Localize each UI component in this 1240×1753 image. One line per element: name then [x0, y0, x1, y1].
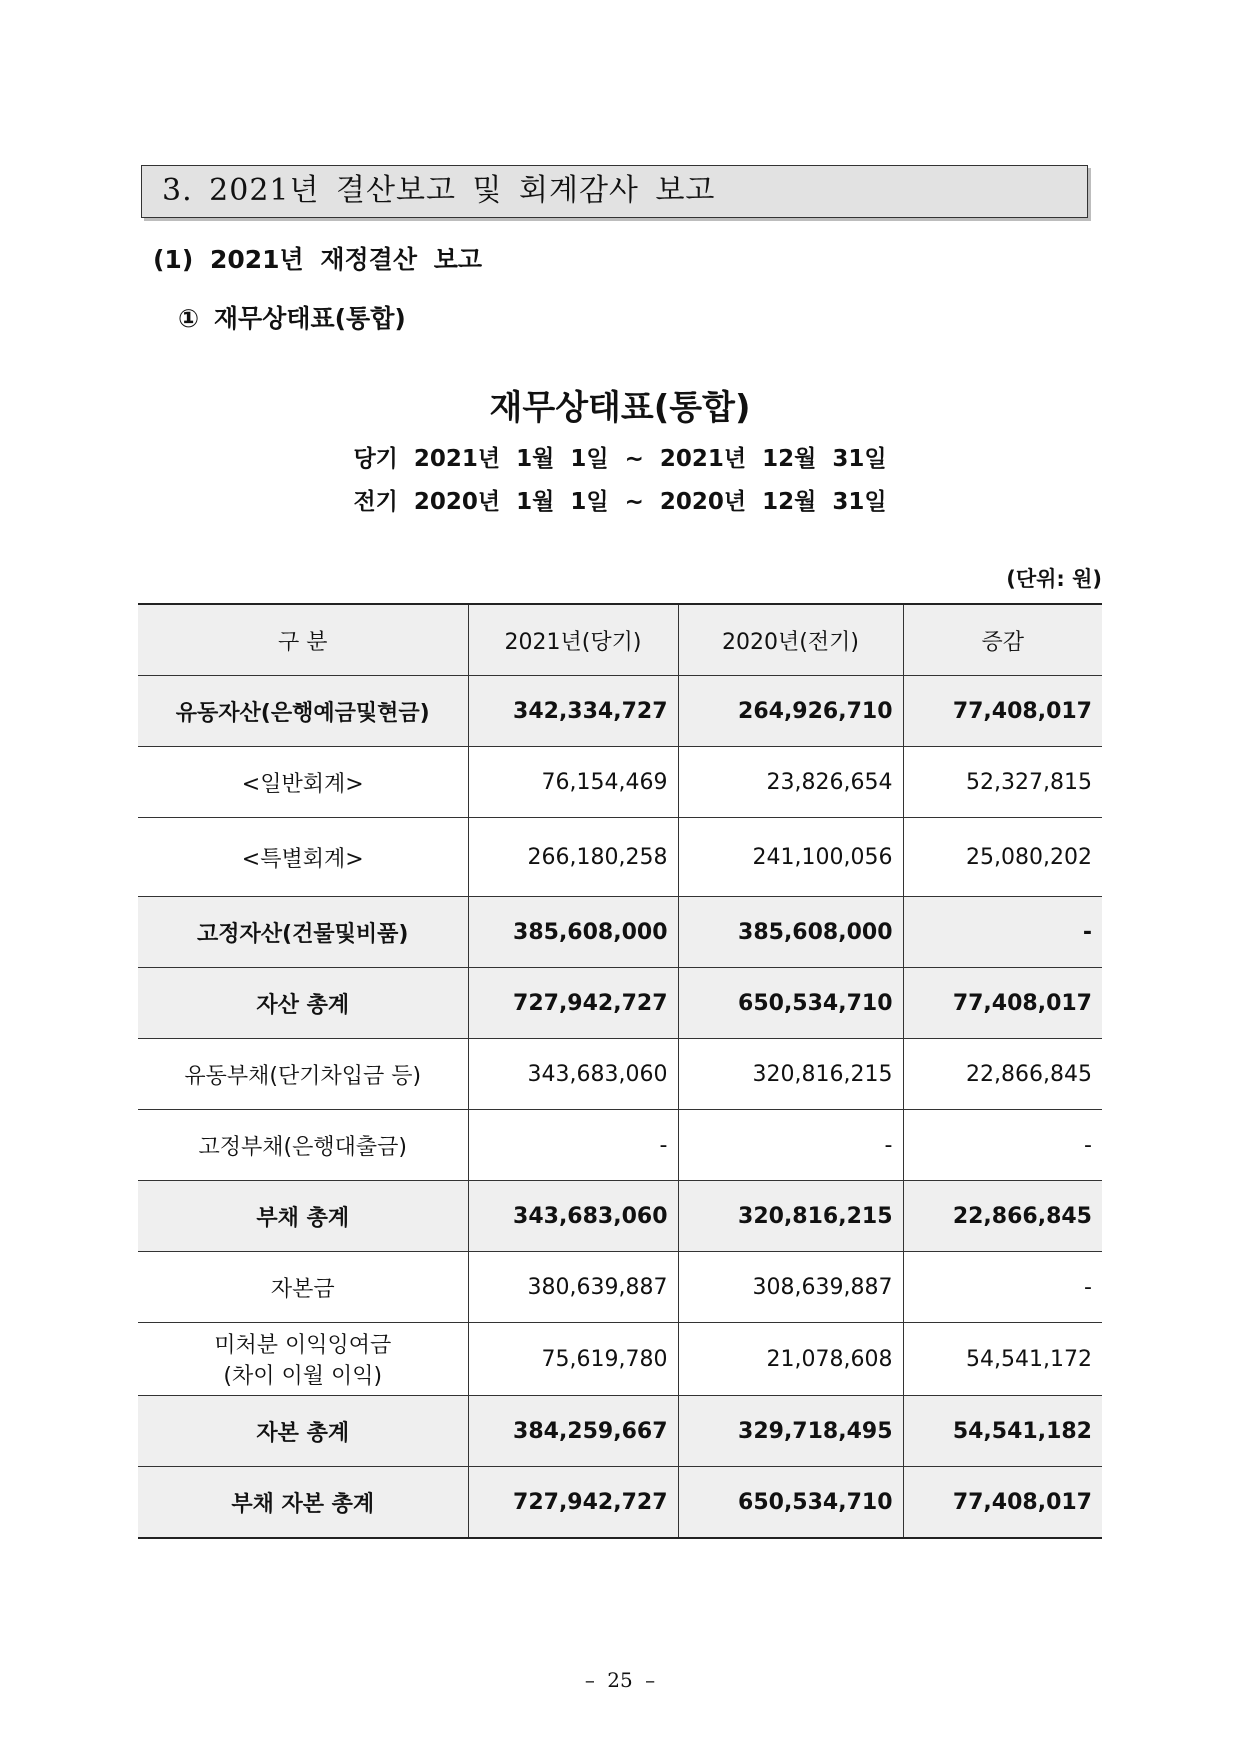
table-row [138, 1110, 1102, 1181]
table-row [138, 747, 1102, 818]
change-value: 54,541,182 [903, 1396, 1102, 1467]
previous-value: 320,816,215 [678, 1181, 903, 1252]
table-row [138, 897, 1102, 968]
section-title: 3. 2021년 결산보고 및 회계감사 보고 [162, 173, 716, 208]
current-value: 727,942,727 [468, 1467, 678, 1539]
section-heading [141, 165, 1088, 218]
row-label: 자본금 [138, 1252, 468, 1323]
row-label: 고정자산(건물및비품) [138, 897, 468, 968]
table-row [138, 676, 1102, 747]
previous-value: 320,816,215 [678, 1039, 903, 1110]
row-label: 유동부채(단기차입금 등) [138, 1039, 468, 1110]
balance-sheet-table [138, 603, 1102, 1539]
current-value: 75,619,780 [468, 1323, 678, 1396]
table-row [138, 968, 1102, 1039]
current-value: 380,639,887 [468, 1252, 678, 1323]
current-value: 385,608,000 [468, 897, 678, 968]
current-value: 343,683,060 [468, 1039, 678, 1110]
previous-value: 23,826,654 [678, 747, 903, 818]
unit-label: (단위: 원) [1006, 567, 1102, 591]
row-label: 부채 자본 총계 [138, 1467, 468, 1539]
current-value: 384,259,667 [468, 1396, 678, 1467]
row-label: <일반회계> [138, 747, 468, 818]
previous-value: - [678, 1110, 903, 1181]
previous-value: 264,926,710 [678, 676, 903, 747]
change-value: - [903, 897, 1102, 968]
change-value: 54,541,172 [903, 1323, 1102, 1396]
row-label: 고정부채(은행대출금) [138, 1110, 468, 1181]
header-category: 구 분 [138, 604, 468, 676]
header-change: 증감 [903, 604, 1102, 676]
change-value: 77,408,017 [903, 1467, 1102, 1539]
item-title: ① 재무상태표(통합) [178, 304, 406, 333]
current-value: 727,942,727 [468, 968, 678, 1039]
row-label [138, 1323, 468, 1396]
change-value: - [903, 1110, 1102, 1181]
row-label: 부채 총계 [138, 1181, 468, 1252]
current-value: 343,683,060 [468, 1181, 678, 1252]
previous-value: 21,078,608 [678, 1323, 903, 1396]
change-value: 77,408,017 [903, 968, 1102, 1039]
current-value: 76,154,469 [468, 747, 678, 818]
previous-value: 650,534,710 [678, 968, 903, 1039]
previous-value: 241,100,056 [678, 818, 903, 897]
current-value: 342,334,727 [468, 676, 678, 747]
table-row [138, 1467, 1102, 1539]
current-value: - [468, 1110, 678, 1181]
page-number: – 25 – [584, 1668, 656, 1692]
table-row [138, 1396, 1102, 1467]
row-label: <특별회계> [138, 818, 468, 897]
header-current-year: 2021년(당기) [468, 604, 678, 676]
period-current: 당기 2021년 1월 1일 ~ 2021년 12월 31일 [353, 446, 887, 472]
change-value: 22,866,845 [903, 1181, 1102, 1252]
table-row [138, 1252, 1102, 1323]
row-label: 자본 총계 [138, 1396, 468, 1467]
row-label: 유동자산(은행예금및현금) [138, 676, 468, 747]
statement-title: 재무상태표(통합) [489, 388, 751, 428]
change-value: 25,080,202 [903, 818, 1102, 897]
table-header-row [138, 604, 1102, 676]
previous-value: 650,534,710 [678, 1467, 903, 1539]
table-row [138, 1323, 1102, 1396]
change-value: - [903, 1252, 1102, 1323]
change-value: 77,408,017 [903, 676, 1102, 747]
header-previous-year: 2020년(전기) [678, 604, 903, 676]
row-label-line-1: 미처분 이익잉여금 [214, 1333, 392, 1358]
previous-value: 308,639,887 [678, 1252, 903, 1323]
previous-value: 329,718,495 [678, 1396, 903, 1467]
table-row [138, 1181, 1102, 1252]
change-value: 52,327,815 [903, 747, 1102, 818]
subsection-title: (1) 2021년 재정결산 보고 [153, 245, 482, 274]
period-previous: 전기 2020년 1월 1일 ~ 2020년 12월 31일 [353, 489, 887, 515]
table-row [138, 1039, 1102, 1110]
current-value: 266,180,258 [468, 818, 678, 897]
row-label: 자산 총계 [138, 968, 468, 1039]
table-row [138, 818, 1102, 897]
row-label-line-2: (차이 이월 이익) [223, 1364, 383, 1389]
change-value: 22,866,845 [903, 1039, 1102, 1110]
previous-value: 385,608,000 [678, 897, 903, 968]
